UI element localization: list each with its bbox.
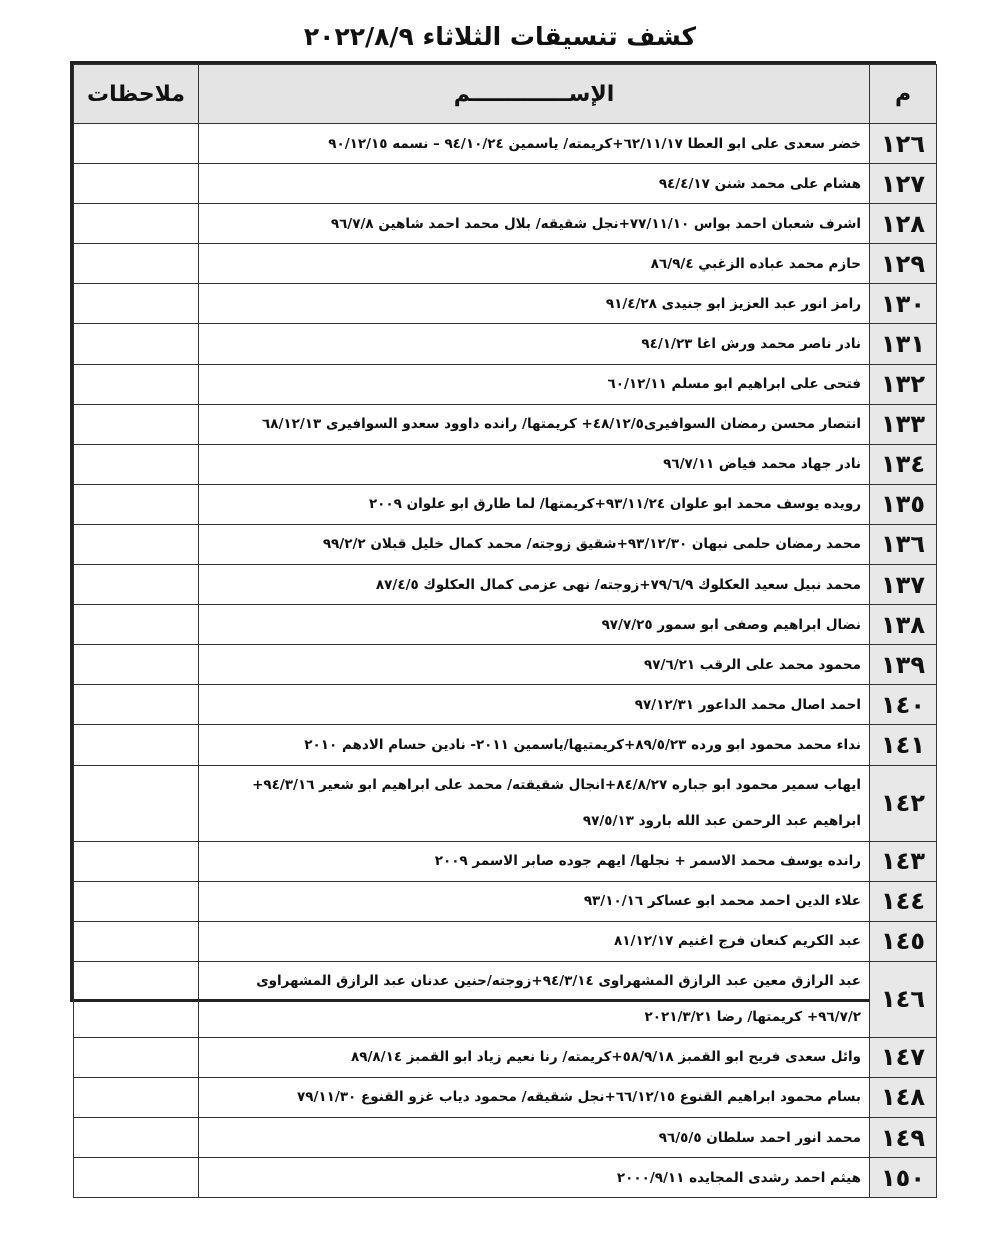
row-name: حازم محمد عباده الزغبي ٨٦/٩/٤ (199, 244, 870, 284)
row-notes (74, 404, 199, 444)
row-name: هيثم احمد رشدى المجايده ٢٠٠٠/٩/١١ (199, 1158, 870, 1198)
row-number: ١٢٧ (870, 164, 937, 204)
row-name: خضر سعدى على ابو العطا ٦٢/١١/١٧+كريمته/ ياسمين ٩٤/١٠/٢٤ – نسمه ٩٠/١٢/١٥ (199, 124, 870, 164)
row-number: ١٤٦ (870, 961, 937, 1037)
row-notes (74, 124, 199, 164)
table-row (74, 921, 937, 961)
row-number: ١٢٩ (870, 244, 937, 284)
table-row (74, 765, 937, 841)
row-name: هشام على محمد شنن ٩٤/٤/١٧ (199, 164, 870, 204)
table-row (74, 404, 937, 444)
table-row (74, 565, 937, 605)
row-number: ١٢٨ (870, 204, 937, 244)
row-number: ١٤١ (870, 725, 937, 765)
row-number: ١٣٨ (870, 605, 937, 645)
row-notes (74, 881, 199, 921)
row-notes (74, 284, 199, 324)
row-notes (74, 1158, 199, 1198)
row-name: انتصار محسن رمضان السوافيرى٤٨/١٢/٥+ كريمتها/ رانده داوود سعدو السوافيرى ٦٨/١٢/١٣ (199, 404, 870, 444)
row-name: عبد الرازق معين عبد الرازق المشهراوى ٩٤/٣/١٤+زوجته/حنين عدنان عبد الرازق المشهراوى ٩٦/٧/٢+ كريمتها/ رضا ٢٠٢١/٣/٢١ (199, 961, 870, 1037)
table-row (74, 364, 937, 404)
row-notes (74, 921, 199, 961)
row-notes (74, 164, 199, 204)
table-row (74, 524, 937, 564)
row-number: ١٤٥ (870, 921, 937, 961)
table-row (74, 324, 937, 364)
row-number: ١٣٩ (870, 645, 937, 685)
row-notes (74, 765, 199, 841)
row-notes (74, 685, 199, 725)
table-row (74, 605, 937, 645)
row-number: ١٤٨ (870, 1077, 937, 1117)
row-notes (74, 605, 199, 645)
row-name: وائل سعدى فريح ابو القمبز ٥٨/٩/١٨+كريمته/ رنا نعيم زياد ابو القمبز ٨٩/٨/١٤ (199, 1037, 870, 1077)
row-number: ١٣٦ (870, 524, 937, 564)
row-number: ١٣٣ (870, 404, 937, 444)
names-table-frame (70, 61, 936, 1192)
row-number: ١٤٠ (870, 685, 937, 725)
table-row (74, 444, 937, 484)
row-notes (74, 565, 199, 605)
row-name: رامز انور عبد العزيز ابو جنيدى ٩١/٤/٢٨ (199, 284, 870, 324)
row-number: ١٣٤ (870, 444, 937, 484)
table-row (74, 1158, 937, 1198)
table-row (74, 164, 937, 204)
row-name: نادر ناصر محمد ورش اغا ٩٤/١/٢٣ (199, 324, 870, 364)
table-row (74, 961, 937, 1037)
row-name: فتحى على ابراهيم ابو مسلم ٦٠/١٢/١١ (199, 364, 870, 404)
table-header-row (74, 65, 937, 124)
row-name: علاء الدين احمد محمد ابو عساكر ٩٣/١٠/١٦ (199, 881, 870, 921)
row-name: احمد اصال محمد الداعور ٩٧/١٢/٣١ (199, 685, 870, 725)
table-row (74, 204, 937, 244)
row-number: ١٤٢ (870, 765, 937, 841)
row-number: ١٥٠ (870, 1158, 937, 1198)
page-title: كشف تنسيقات الثلاثاء ٢٠٢٢/٨/٩ (303, 22, 697, 51)
row-name: نادر جهاد محمد فياض ٩٦/٧/١١ (199, 444, 870, 484)
row-number: ١٣١ (870, 324, 937, 364)
row-number: ١٣٧ (870, 565, 937, 605)
table-row (74, 1117, 937, 1157)
table-row (74, 484, 937, 524)
row-notes (74, 1117, 199, 1157)
header-notes: ملاحظات (74, 65, 199, 124)
table-row (74, 1037, 937, 1077)
table-row (74, 124, 937, 164)
names-table (73, 64, 937, 1198)
row-number: ١٤٧ (870, 1037, 937, 1077)
row-number: ١٣٥ (870, 484, 937, 524)
row-notes (74, 524, 199, 564)
row-name: اشرف شعبان احمد بواس ٧٧/١١/١٠+نجل شقيقه/ بلال محمد احمد شاهين ٩٦/٧/٨ (199, 204, 870, 244)
table-row (74, 645, 937, 685)
table-row (74, 284, 937, 324)
row-name: نداء محمد محمود ابو ورده ٨٩/٥/٢٣+كريمتيها/ياسمين ٢٠١١- نادين حسام الادهم ٢٠١٠ (199, 725, 870, 765)
row-name: ايهاب سمير محمود ابو جباره ٨٤/٨/٢٧+انجال شقيقته/ محمد على ابراهيم ابو شعير ٩٤/٣/١٦+ ابراهيم عبد الرحمن عبد الله بارود ٩٧/٥/١٣ (199, 765, 870, 841)
row-name: محمد رمضان حلمى نبهان ٩٣/١٢/٣٠+شقيق زوجته/ محمد كمال خليل قبلان ٩٩/٢/٢ (199, 524, 870, 564)
table-row (74, 841, 937, 881)
row-name: محمود محمد على الرقب ٩٧/٦/٢١ (199, 645, 870, 685)
row-name: بسام محمود ابراهيم القنوع ٦٦/١٢/١٥+نجل شقيقه/ محمود دياب غزو القنوع ٧٩/١١/٣٠ (199, 1077, 870, 1117)
table-body (74, 124, 937, 1198)
row-notes (74, 364, 199, 404)
row-name: رويده يوسف محمد ابو علوان ٩٣/١١/٢٤+كريمتها/ لما طارق ابو علوان ٢٠٠٩ (199, 484, 870, 524)
row-name: محمد انور احمد سلطان ٩٦/٥/٥ (199, 1117, 870, 1157)
row-notes (74, 444, 199, 484)
row-notes (74, 841, 199, 881)
table-row (74, 725, 937, 765)
table-row (74, 244, 937, 284)
row-number: ١٢٦ (870, 124, 937, 164)
row-number: ١٤٣ (870, 841, 937, 881)
row-number: ١٤٩ (870, 1117, 937, 1157)
row-notes (74, 1077, 199, 1117)
row-name: عبد الكريم كنعان فرج اغنيم ٨١/١٢/١٧ (199, 921, 870, 961)
row-notes (74, 324, 199, 364)
row-notes (74, 484, 199, 524)
row-number: ١٣٠ (870, 284, 937, 324)
row-notes (74, 645, 199, 685)
table-row (74, 1077, 937, 1117)
row-notes (74, 244, 199, 284)
row-name: رانده يوسف محمد الاسمر + نجلها/ ايهم جوده صابر الاسمر ٢٠٠٩ (199, 841, 870, 881)
row-notes (74, 961, 199, 1037)
row-number: ١٣٢ (870, 364, 937, 404)
table-row (74, 685, 937, 725)
row-notes (74, 1037, 199, 1077)
row-name: محمد نبيل سعيد العكلوك ٧٩/٦/٩+زوجته/ نهى عزمى كمال العكلوك ٨٧/٤/٥ (199, 565, 870, 605)
table-row (74, 881, 937, 921)
row-number: ١٤٤ (870, 881, 937, 921)
row-notes (74, 204, 199, 244)
header-number: م (870, 65, 937, 124)
row-notes (74, 725, 199, 765)
header-name: الإســـــــــــــم (199, 65, 870, 124)
row-name: نضال ابراهيم وصفى ابو سمور ٩٧/٧/٢٥ (199, 605, 870, 645)
